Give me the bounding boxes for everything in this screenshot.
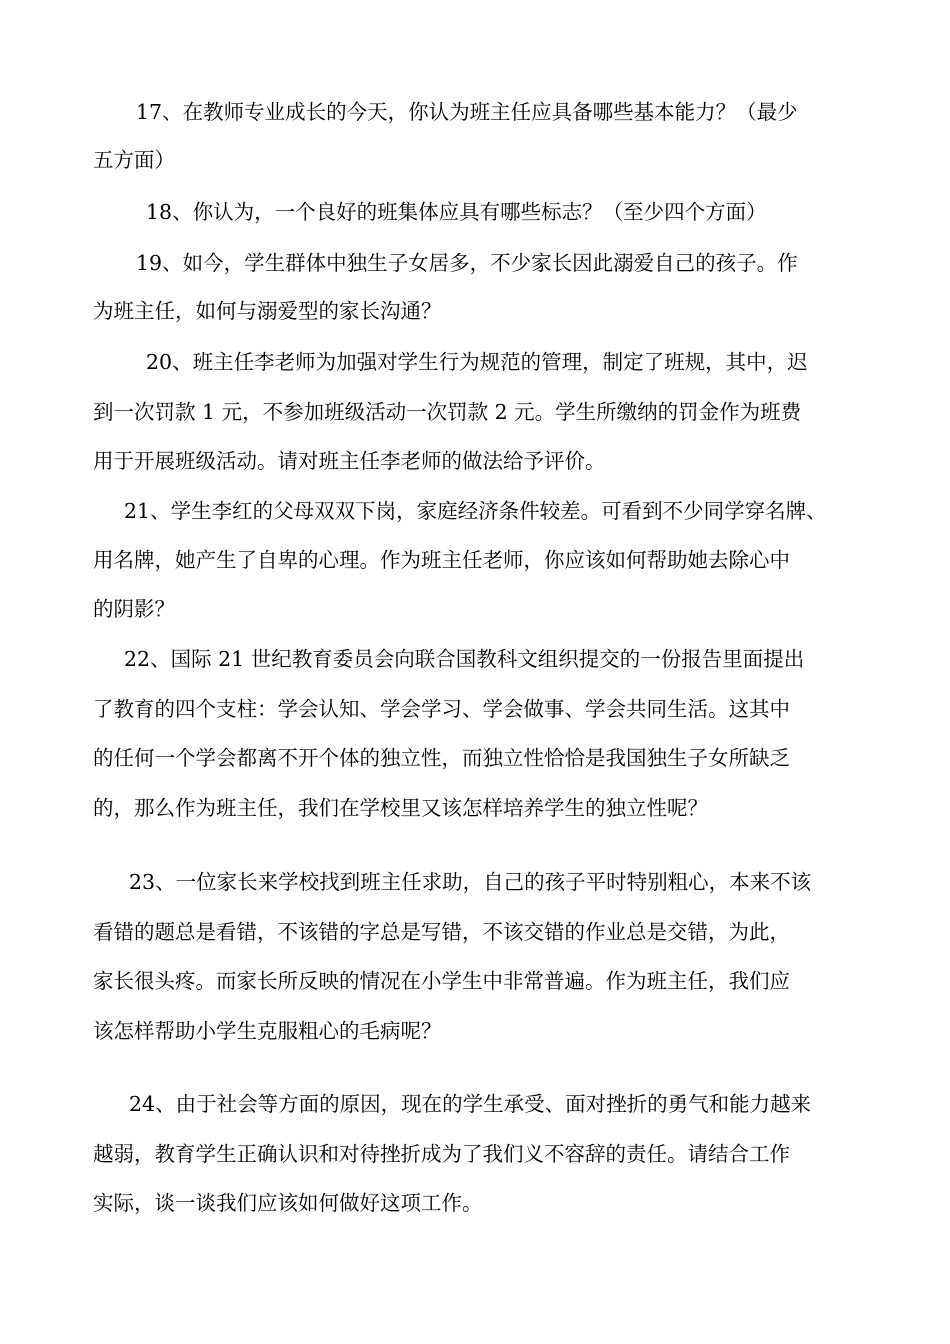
q17-line-2: 五方面）: [93, 148, 175, 172]
q23-line-2: 看错的题总是看错，不该错的字总是写错，不该交错的作业总是交错，为此，: [93, 920, 790, 944]
q19-line-2: 为班主任，如何与溺爱型的家长沟通？: [93, 299, 442, 323]
q22-line-2: 了教育的四个支柱：学会认知、学会学习、学会做事、学会共同生活。这其中: [93, 697, 790, 721]
q21-line-3: 的阴影？: [93, 597, 175, 621]
q17-line-1: 17、在教师专业成长的今天，你认为班主任应具备哪些基本能力？（最少: [136, 100, 798, 124]
q18-line-1: 18、你认为，一个良好的班集体应具有哪些标志？（至少四个方面）: [146, 200, 767, 224]
q22-line-1: 22、国际 21 世纪教育委员会向联合国教科文组织提交的一份报告里面提出: [124, 647, 805, 671]
q20-line-1: 20、班主任李老师为加强对学生行为规范的管理，制定了班规，其中，迟: [146, 350, 808, 374]
q20-line-2: 到一次罚款 1 元，不参加班级活动一次罚款 2 元。学生所缴纳的罚金作为班费: [93, 400, 802, 424]
q23-line-4: 该怎样帮助小学生克服粗心的毛病呢？: [93, 1019, 442, 1043]
q20-line-3: 用于开展班级活动。请对班主任李老师的做法给予评价。: [93, 449, 606, 473]
q24-line-1: 24、由于社会等方面的原因，现在的学生承受、面对挫折的勇气和能力越来: [129, 1092, 812, 1116]
q23-line-1: 23、一位家长来学校找到班主任求助，自己的孩子平时特别粗心，本来不该: [129, 870, 812, 894]
q24-line-2: 越弱，教育学生正确认识和对待挫折成为了我们义不容辞的责任。请结合工作: [93, 1142, 790, 1166]
q22-line-4: 的，那么作为班主任，我们在学校里又该怎样培养学生的独立性呢？: [93, 796, 708, 820]
q24-line-3: 实际，谈一谈我们应该如何做好这项工作。: [93, 1191, 483, 1215]
q22-line-3: 的任何一个学会都离不开个体的独立性，而独立性恰恰是我国独生子女所缺乏: [93, 746, 790, 770]
q23-line-3: 家长很头疼。而家长所反映的情况在小学生中非常普遍。作为班主任，我们应: [93, 969, 790, 993]
q21-line-2: 用名牌，她产生了自卑的心理。作为班主任老师，你应该如何帮助她去除心中: [93, 548, 790, 572]
q19-line-1: 19、如今，学生群体中独生子女居多，不少家长因此溺爱自己的孩子。作: [136, 251, 798, 275]
q21-line-1: 21、学生李红的父母双双下岗，家庭经济条件较差。可看到不少同学穿名牌、: [124, 499, 827, 523]
